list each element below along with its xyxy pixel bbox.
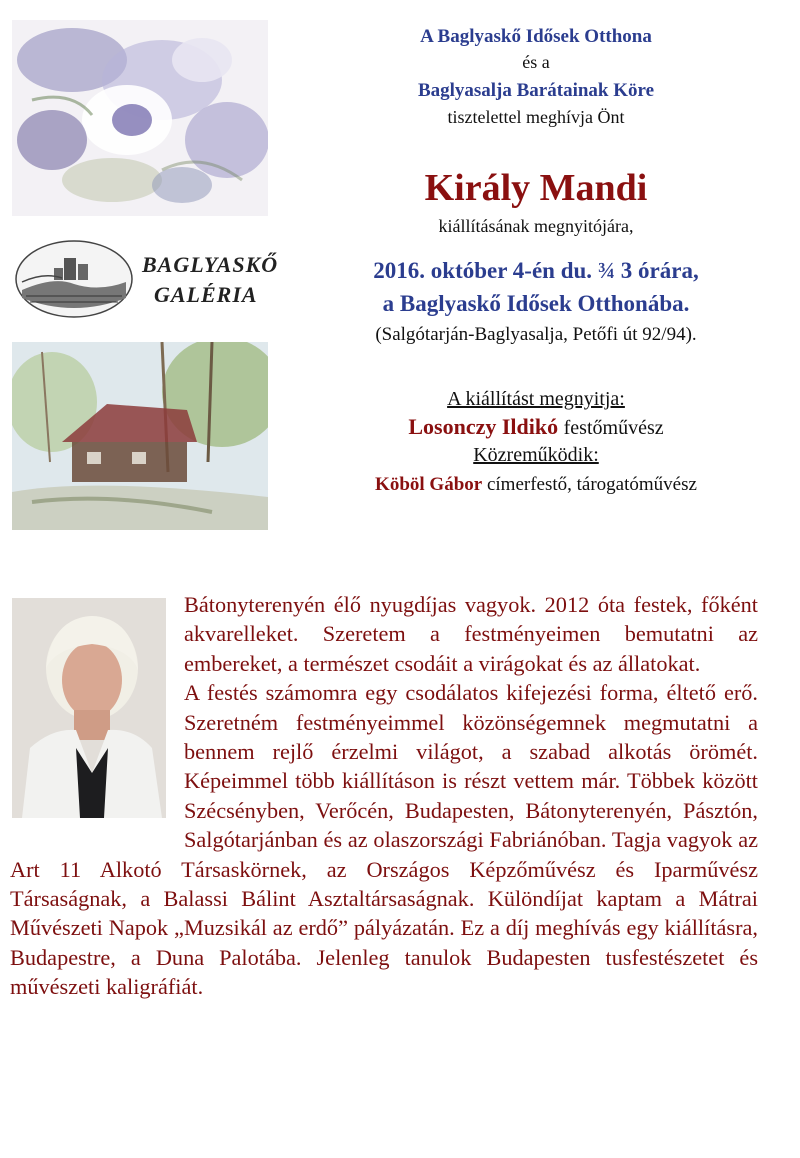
date-line: 2016. október 4-én du. ¾ 3 órára, <box>373 258 699 283</box>
bio-paragraph-1: Bátonyterenyén élő nyugdíjas vagyok. 2012 óta festek, főként akvarelleket. Szeretem a festményeimen bemutatni az embereket, a természet csodáit a virágokat és az állatokat. <box>184 592 758 676</box>
bio-paragraph-2: A festés számomra egy csodálatos kifejezési forma, éltető erő. Szeretném festményeimmel közönségemnek megmutatni a bennem rejlő érzelmi világot, a szabad alkotás örömét. Képeimmel több kiállításon is részt vettem már. Többek között Szécsényben, Verőcén, Budapesten, Bátonyterenyén, Pásztón, Salgótarjánban és az olaszországi Fabriánóban. Tagja vagyok az Art 11 Alkotó Társaskörnek, az Országos Képzőművész és Iparművész Társaságnak, a Balassi Bálint Asztaltársaságnak. Különdíjat kaptam a Mátrai Művészeti Napok „Muzsikál az erdő” pályázatán. Ez a díj meghívás egy kiállításra, Budapestre, a Duna Palotába. Jelenleg tanulok Budapesten tusfestészetet és művészeti kaligráfiát. <box>10 680 758 1000</box>
opener-name: Losonczy Ildikó <box>408 414 559 439</box>
logo-text-line1: BAGLYASKŐ <box>142 252 279 277</box>
and-line: és a <box>522 52 550 72</box>
host-line-1: A Baglyaskő Idősek Otthona <box>420 26 652 47</box>
artist-name: Király Mandi <box>424 167 648 209</box>
house-watercolor-image <box>12 342 268 530</box>
contrib-name: Köböl Gábor <box>375 474 483 495</box>
opener-role: festőművész <box>563 417 664 439</box>
invite-line: tisztelettel meghívja Önt <box>447 107 625 127</box>
flower-watercolor-image <box>12 20 268 216</box>
opener-heading: A kiállítást megnyitja: <box>447 388 625 410</box>
host-line-2: Baglyasalja Barátainak Köre <box>417 80 655 101</box>
artist-biography <box>10 590 758 1002</box>
logo-text-line2: GALÉRIA <box>154 282 258 307</box>
venue-line: a Baglyaskő Idősek Otthonába. <box>382 291 690 316</box>
portrait-spacer <box>10 590 184 826</box>
baglyasko-galeria-logo <box>14 238 286 320</box>
address-line: (Salgótarján-Baglyasalja, Petőfi út 92/94). <box>375 324 697 345</box>
contrib-heading: Közreműködik: <box>473 444 599 466</box>
occasion-line: kiállításának megnyitójára, <box>438 216 634 236</box>
opener-line <box>296 414 776 440</box>
contrib-role: címerfestő, tárogatóművész <box>486 474 697 495</box>
contrib-line <box>296 474 776 496</box>
